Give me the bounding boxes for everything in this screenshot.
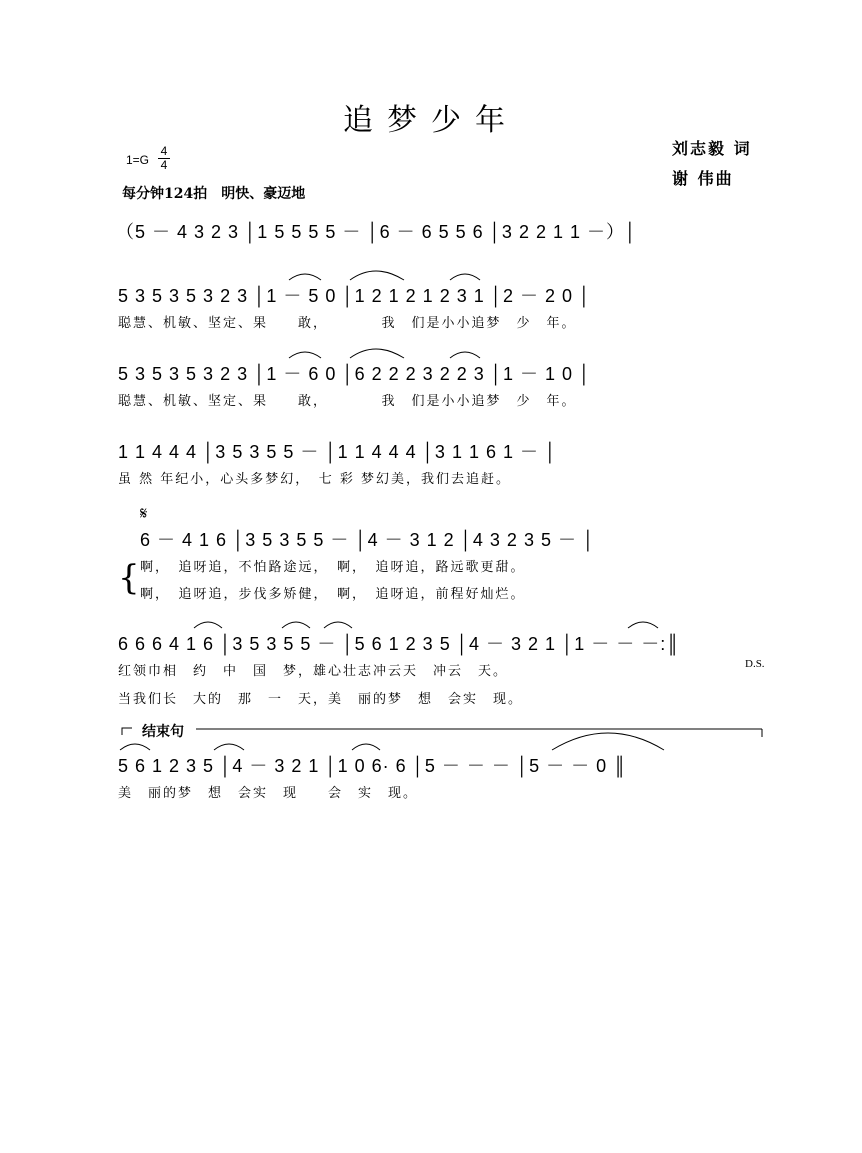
lyric-line-5a: 啊， 追呀追，不怕路途远， 啊， 追呀追，路远歌更甜。 <box>140 560 526 575</box>
time-signature-bottom: 4 <box>158 158 170 172</box>
segno-sign: 𝄋 <box>140 504 148 524</box>
slur <box>282 622 310 628</box>
slur <box>214 744 244 750</box>
time-signature-top: 4 <box>160 144 168 158</box>
verse-brace: { <box>118 558 140 598</box>
lyric-line-6a: 红领巾相 约 中 国 梦，雄心壮志冲云天 冲云 天。 <box>118 664 509 679</box>
lyric-line-5b: 啊， 追呀追，步伐多矫健， 啊， 追呀追，前程好灿烂。 <box>140 587 526 602</box>
slur <box>120 744 150 750</box>
slur <box>194 622 222 628</box>
music-line-7: 5 6 1 2 3 5 │4 － 3 2 1 │1 0 6· 6 │5 － － － │5 － － 0 ║ <box>118 756 627 776</box>
music-line-2: 5 3 5 3 5 3 2 3 │1 － 5 0 │1 2 1 2 1 2 3 1 │2 － 2 0 │ <box>118 286 592 306</box>
lyric-line-7: 美 丽的梦 想 会实 现 会 实 现。 <box>118 786 419 801</box>
slur <box>324 622 352 628</box>
lyric-line-6b: 当我们长 大的 那 一 天，美 丽的梦 想 会实 现。 <box>118 692 524 707</box>
slur <box>450 274 480 280</box>
slur <box>350 271 404 280</box>
key-signature: 1=G <box>126 153 150 167</box>
lyric-line-2: 聪慧、机敏、坚定、果 敢， 我 们是小小追梦 少 年。 <box>118 316 577 331</box>
slur <box>350 349 404 358</box>
ending-bracket-hook <box>122 728 132 735</box>
composer-credit: 谢 伟曲 <box>672 169 734 188</box>
slur <box>450 352 480 358</box>
lyric-line-3: 聪慧、机敏、坚定、果 敢， 我 们是小小追梦 少 年。 <box>118 394 577 409</box>
music-line-3: 5 3 5 3 5 3 2 3 │1 － 6 0 │6 2 2 2 3 2 2 3 │1 － 1 0 │ <box>118 364 592 384</box>
music-line-5: 6 － 4 1 6 │3 5 3 5 5 － │4 － 3 1 2 │4 3 2 3 5 － │ <box>140 530 596 550</box>
tie <box>552 733 664 750</box>
slur <box>628 622 658 628</box>
tempo-marking: 每分钟124拍 明快、豪迈地 <box>122 186 306 202</box>
music-line-4: 1 1 4 4 4 │3 5 3 5 5 － │1 1 4 4 4 │3 1 1 6 1 － │ <box>118 442 558 462</box>
page-title: 追梦少年 <box>343 103 519 138</box>
slur <box>352 744 380 750</box>
music-line-1: （5 － 4 3 2 3 │1 5 5 5 5 － │6 － 6 5 5 6 │3 2 2 1 1 －）│ <box>116 222 638 242</box>
slur <box>289 274 321 280</box>
music-line-6: 6 6 6 4 1 6 │3 5 3 5 5 － │5 6 1 2 3 5 │4 － 3 2 1 │1 － － －:║ <box>118 634 681 654</box>
ds-marking: D.S. <box>745 658 765 670</box>
slur <box>289 352 321 358</box>
lyricist-credit: 刘志毅 词 <box>672 139 752 158</box>
lyric-line-4: 虽 然 年纪小，心头多梦幻， 七 彩 梦幻美，我们去追赶。 <box>118 472 512 487</box>
ending-label: 结束句 <box>142 724 184 740</box>
